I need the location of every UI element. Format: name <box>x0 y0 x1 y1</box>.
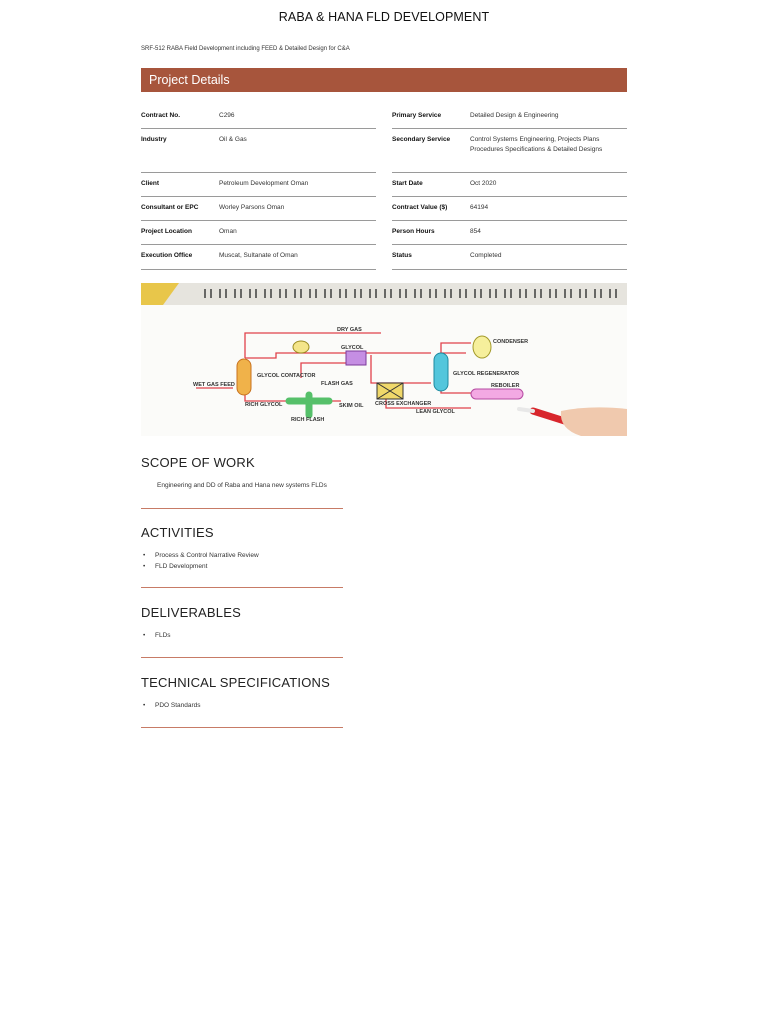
list-item: • PDO Standards <box>141 701 201 712</box>
detail-row-person-hours <box>392 220 627 245</box>
activities-heading: ACTIVITIES <box>141 525 214 540</box>
detail-row-status <box>392 244 627 270</box>
diagram-label-cross-exchanger: CROSS EXCHANGER <box>375 401 432 407</box>
detail-value: Worley Parsons Oman <box>219 204 285 211</box>
scope-heading: SCOPE OF WORK <box>141 455 255 470</box>
scope-text: Engineering and DD of Raba and Hana new systems FLDs <box>157 482 327 489</box>
activities-list <box>141 551 259 572</box>
detail-label: Contract No. <box>141 112 180 119</box>
detail-label: Person Hours <box>392 228 435 235</box>
diagram-label-rich-glycol: RICH GLYCOL <box>245 402 283 408</box>
detail-label: Primary Service <box>392 112 442 119</box>
section-divider <box>141 587 343 588</box>
page-title: RABA & HANA FLD DEVELOPMENT <box>278 10 490 24</box>
diagram-label-glycol-regenerator: GLYCOL REGENERATOR <box>453 371 520 377</box>
detail-row-consultant <box>141 196 376 221</box>
diagram-label-glycol: GLYCOL <box>341 345 364 351</box>
detail-label: Industry <box>141 136 167 143</box>
project-subtitle: SRF-512 RABA Field Development including FEED & Detailed Design for C&A <box>141 46 350 52</box>
diagram-label-skim-oil: SKIM OIL <box>339 403 364 409</box>
process-flow-sketch <box>141 283 627 436</box>
detail-value: Control Systems Engineering, Projects Plans Procedures Specifications & Detailed Designs <box>470 136 603 153</box>
diagram-label-dry-gas: DRY GAS <box>337 327 362 333</box>
detail-label: Client <box>141 180 160 187</box>
detail-value: Petroleum Development Oman <box>219 180 309 187</box>
detail-label: Secondary Service <box>392 136 451 143</box>
diagram-label-flash-gas: FLASH GAS <box>321 381 353 387</box>
detail-value: Oman <box>219 228 237 235</box>
detail-row-location <box>141 220 376 245</box>
detail-value: Muscat, Sultanate of Oman <box>219 252 298 259</box>
process-diagram-photo <box>141 283 627 436</box>
technical-specifications-heading: TECHNICAL SPECIFICATIONS <box>141 675 330 690</box>
detail-row-secondary-service <box>392 128 627 173</box>
diagram-label-rich-flash: RICH FLASH <box>291 417 325 423</box>
section-divider <box>141 657 343 658</box>
detail-label: Contract Value ($) <box>392 204 448 211</box>
deliverables-heading: DELIVERABLES <box>141 605 241 620</box>
detail-value: Completed <box>470 252 502 259</box>
detail-value: Detailed Design & Engineering <box>470 112 559 119</box>
diagram-label-lean-glycol: LEAN GLYCOL <box>416 409 455 415</box>
list-item: • FLD Development <box>141 562 259 573</box>
detail-row-client <box>141 172 376 197</box>
detail-row-primary-service <box>392 104 627 129</box>
detail-row-contract-no <box>141 104 376 129</box>
detail-value: Oct 2020 <box>470 180 497 187</box>
detail-row-execution-office <box>141 244 376 270</box>
detail-value: C296 <box>219 112 235 119</box>
list-item: • FLDs <box>141 631 171 642</box>
diagram-label-condenser: CONDENSER <box>493 339 529 345</box>
section-divider <box>141 508 343 509</box>
detail-label: Project Location <box>141 228 192 235</box>
detail-value: 64194 <box>470 204 489 211</box>
detail-row-contract-value <box>392 196 627 221</box>
detail-row-start-date <box>392 172 627 197</box>
section-divider <box>141 727 343 728</box>
deliverables-list <box>141 631 171 642</box>
diagram-label-glycol-contactor: GLYCOL CONTACTOR <box>257 373 316 379</box>
detail-label: Execution Office <box>141 252 193 259</box>
detail-label: Status <box>392 252 412 259</box>
diagram-label-wet-gas-feed: WET GAS FEED <box>193 382 235 388</box>
detail-value: Oil & Gas <box>219 136 247 143</box>
technical-specifications-list <box>141 701 201 712</box>
detail-label: Consultant or EPC <box>141 204 199 211</box>
diagram-label-reboiler: REBOILER <box>491 383 520 389</box>
glycol-regenerator-shape <box>434 353 448 391</box>
list-item: • Process & Control Narrative Review <box>141 551 259 562</box>
glycol-contactor-shape <box>237 359 251 395</box>
detail-row-industry <box>141 128 376 173</box>
detail-value: 854 <box>470 228 481 235</box>
project-details-heading: Project Details <box>141 68 627 92</box>
detail-label: Start Date <box>392 180 423 187</box>
